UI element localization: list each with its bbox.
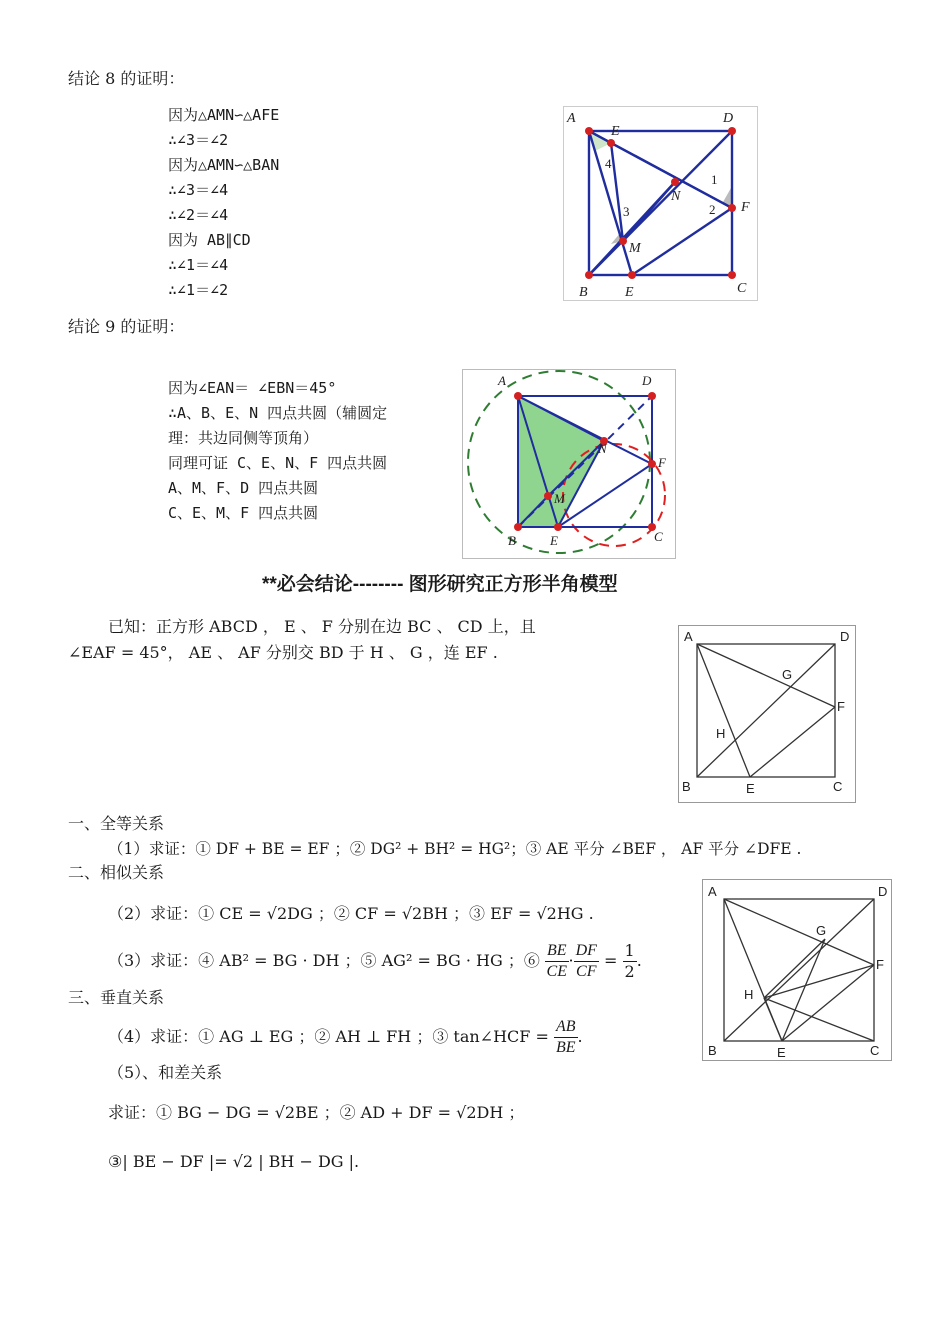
figure-conclusion9: [462, 369, 676, 559]
label-M: M: [629, 241, 641, 256]
label-E-bottom: E: [625, 285, 634, 300]
proof8-line: 因为△AMN∽△AFE: [168, 106, 280, 124]
fraction-be-ce: [545, 941, 569, 982]
label-E: E: [777, 1045, 786, 1060]
label-F: F: [837, 699, 845, 714]
label-B: B: [708, 1043, 717, 1058]
label-N: N: [671, 189, 681, 204]
label-H: H: [744, 987, 754, 1002]
proof9-line: C、E、M、F 四点共圆: [168, 504, 319, 522]
item4: [108, 1014, 583, 1060]
proof8-line: ∴∠3＝∠4: [168, 181, 229, 199]
label-E: E: [746, 781, 755, 796]
proof9-line: A、M、F、D 四点共圆: [168, 479, 319, 497]
frac-denominator: CF: [576, 963, 597, 980]
frac-denominator: 2: [624, 962, 635, 981]
proof8-line: ∴∠1＝∠2: [168, 281, 229, 299]
fraction-df-cf: [574, 941, 599, 982]
label-angle4: 4: [605, 156, 612, 171]
figure-given: [678, 625, 856, 803]
label-C: C: [833, 779, 843, 794]
label-E: E: [550, 533, 558, 548]
label-N: N: [598, 441, 607, 456]
label-C: C: [737, 281, 747, 296]
label-C: C: [654, 529, 663, 544]
proof8-line: 因为△AMN∽△BAN: [168, 156, 280, 174]
dot: ·: [568, 951, 574, 970]
section8-heading: 结论 8 的证明：: [68, 69, 185, 88]
proof9-line: 因为∠EAN＝ ∠EBN＝45°: [168, 379, 337, 397]
section9-heading: 结论 9 的证明：: [68, 317, 185, 336]
label-D: D: [878, 884, 888, 899]
label-G: G: [782, 667, 793, 682]
frac-denominator: BE: [555, 1039, 576, 1056]
item2: （2）求证：① CE = √2DG ；② CF = √2BH ；③ EF = √2HG .: [108, 904, 594, 923]
frac-numerator: AB: [554, 1017, 578, 1038]
label-D: D: [642, 373, 652, 388]
part2-heading: 二、相似关系: [68, 863, 165, 882]
equals: =: [604, 951, 618, 970]
proof8-line: ∴∠1＝∠4: [168, 256, 229, 274]
label-F: F: [876, 957, 884, 972]
label-B: B: [579, 285, 588, 300]
frac-numerator: 1: [624, 941, 635, 960]
item3-text: （3）求证：④ AB² = BG · DH ；⑤ AG² = BG · HG ；⑥: [108, 951, 540, 970]
proof9-line: ∴A、B、E、N 四点共圆（辅圆定: [168, 404, 388, 422]
figure-perpendicular: [702, 879, 892, 1061]
fraction-half: [623, 941, 637, 982]
label-B: B: [508, 533, 516, 548]
proof8-line: 因为 AB∥CD: [168, 231, 251, 249]
label-A: A: [498, 373, 506, 388]
label-C: C: [870, 1043, 880, 1058]
label-angle3: 3: [623, 204, 630, 219]
period: .: [636, 951, 642, 970]
given-line2: ∠EAF = 45°， AE 、 AF 分别交 BD 于 H 、 G ，连 EF .: [68, 643, 498, 662]
item4-text: （4）求证：① AG ⊥ EG ；② AH ⊥ FH ；③ tan∠HCF =: [108, 1027, 549, 1046]
section-title: **必会结论-------- 图形研究正方形半角模型: [262, 574, 618, 595]
fraction-ab-be: [554, 1017, 578, 1058]
item1: （1）求证：① DF + BE = EF ；② DG² + BH² = HG²；③ AE 平分 ∠BEF ， AF 平分 ∠DFE .: [108, 840, 802, 858]
label-angle1: 1: [711, 172, 718, 187]
label-F: F: [658, 455, 666, 470]
label-G: G: [816, 923, 827, 938]
frac-numerator: BE: [545, 941, 569, 962]
label-D: D: [840, 629, 850, 644]
frac-denominator: CE: [546, 963, 567, 980]
part5-line1: 求证：① BG − DG = √2BE ；② AD + DF = √2DH ；: [108, 1103, 525, 1122]
label-D: D: [723, 111, 734, 126]
part3-heading: 三、垂直关系: [68, 988, 165, 1007]
item3: [108, 938, 642, 984]
label-A: A: [567, 111, 576, 126]
label-H: H: [716, 726, 726, 741]
label-M: M: [554, 491, 565, 506]
part5-line2: ③| BE − DF |= √2 | BH − DG |.: [108, 1152, 360, 1171]
proof9-line: 理：共边同侧等顶角）: [168, 429, 319, 447]
label-E-top: E: [611, 124, 620, 139]
proof9-line: 同理可证 C、E、N、F 四点共圆: [168, 454, 388, 472]
frac-numerator: DF: [574, 941, 599, 962]
label-B: B: [682, 779, 691, 794]
label-A: A: [684, 629, 693, 644]
period: .: [577, 1027, 583, 1046]
label-A: A: [708, 884, 717, 899]
part5-heading: （5）、和差关系: [108, 1063, 223, 1082]
part1-heading: 一、全等关系: [68, 814, 165, 833]
label-F: F: [741, 200, 750, 215]
figure-conclusion8: [563, 106, 758, 301]
proof8-line: ∴∠3＝∠2: [168, 131, 229, 149]
proof8-line: ∴∠2＝∠4: [168, 206, 229, 224]
given-line1: 已知：正方形 ABCD ， E 、 F 分别在边 BC 、 CD 上，且: [108, 617, 536, 636]
label-angle2: 2: [709, 202, 716, 217]
